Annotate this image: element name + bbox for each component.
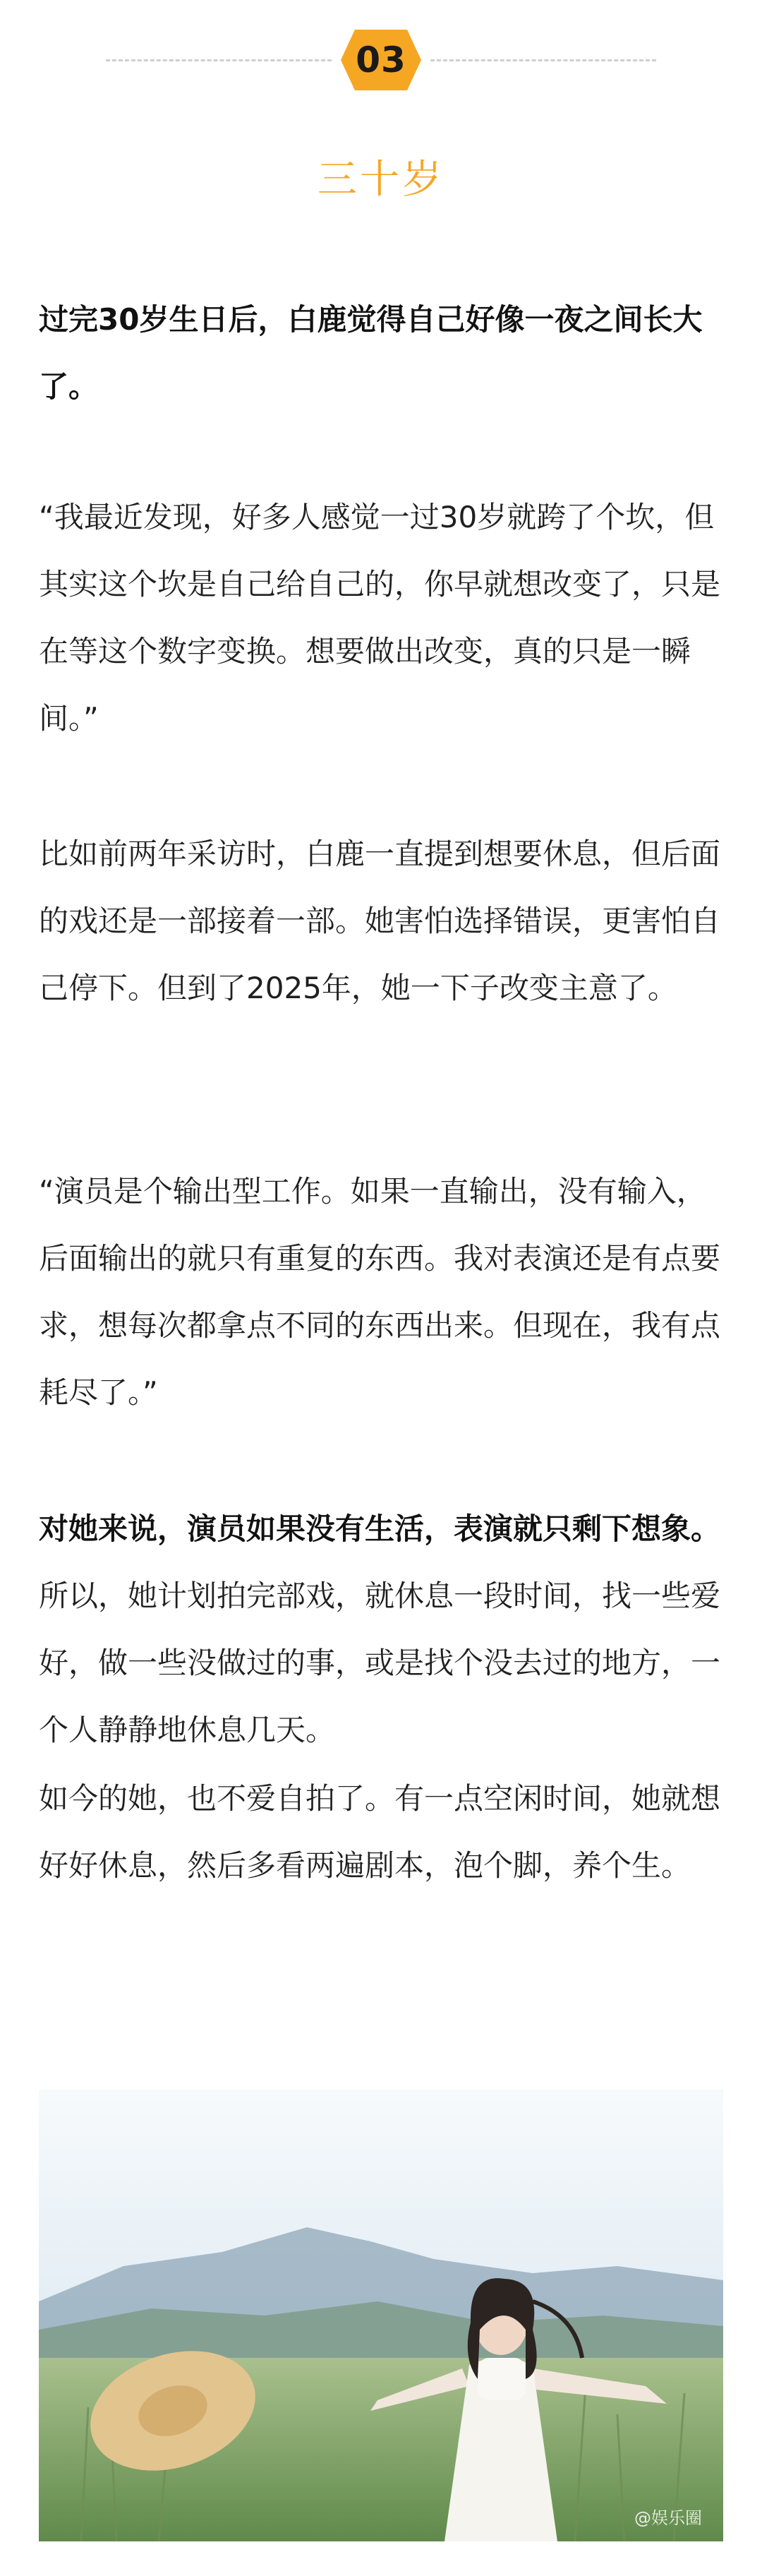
- paragraph-4: “演员是个输出型工作。如果一直输出，没有输入，后面输出的就只有重复的东西。我对表演还是有点要求，想每次都拿点不同的东西出来。但现在，我有点耗尽了。”: [39, 1174, 721, 1410]
- section-number: 03: [356, 40, 406, 80]
- section-number-badge: [339, 28, 423, 92]
- article-photo: [39, 2090, 723, 2541]
- paragraph-5-text: 所以，她计划拍完部戏，就休息一段时间，找一些爱好，做一些没做过的事，或是找个没去过的地方，一个人静静地休息几天。: [39, 1578, 721, 1747]
- paragraph-1-bold: 过完30岁生日后，白鹿觉得自己好像一夜之间长大了。: [39, 302, 703, 404]
- section-title: 三十岁: [318, 157, 445, 203]
- paragraph-6: 如今的她，也不爱自拍了。有一点空闲时间，她就想好好休息，然后多看两遍剧本，泡个脚，养个生。: [39, 1781, 721, 1883]
- paragraph-2: “我最近发现，好多人感觉一过30岁就跨了个坎，但其实这个坎是自己给自己的，你早就想改变了，只是在等这个数字变换。想要做出改变，真的只是一瞬间。”: [39, 500, 721, 736]
- photo-watermark: @娱乐圈: [634, 2508, 702, 2528]
- photo-illustration: [39, 2090, 723, 2541]
- section-header: [0, 28, 762, 92]
- divider-left: [106, 59, 332, 61]
- divider-right: [430, 59, 656, 61]
- paragraph-5: [39, 1495, 723, 1763]
- paragraph-3: 比如前两年采访时，白鹿一直提到想要休息，但后面的戏还是一部接着一部。她害怕选择错误，更害怕自己停下。但到了2025年，她一下子改变主意了。: [39, 837, 721, 1005]
- paragraph-1: [39, 286, 723, 420]
- paragraph-5-bold: 对她来说，演员如果没有生活，表演就只剩下想象。: [39, 1511, 721, 1546]
